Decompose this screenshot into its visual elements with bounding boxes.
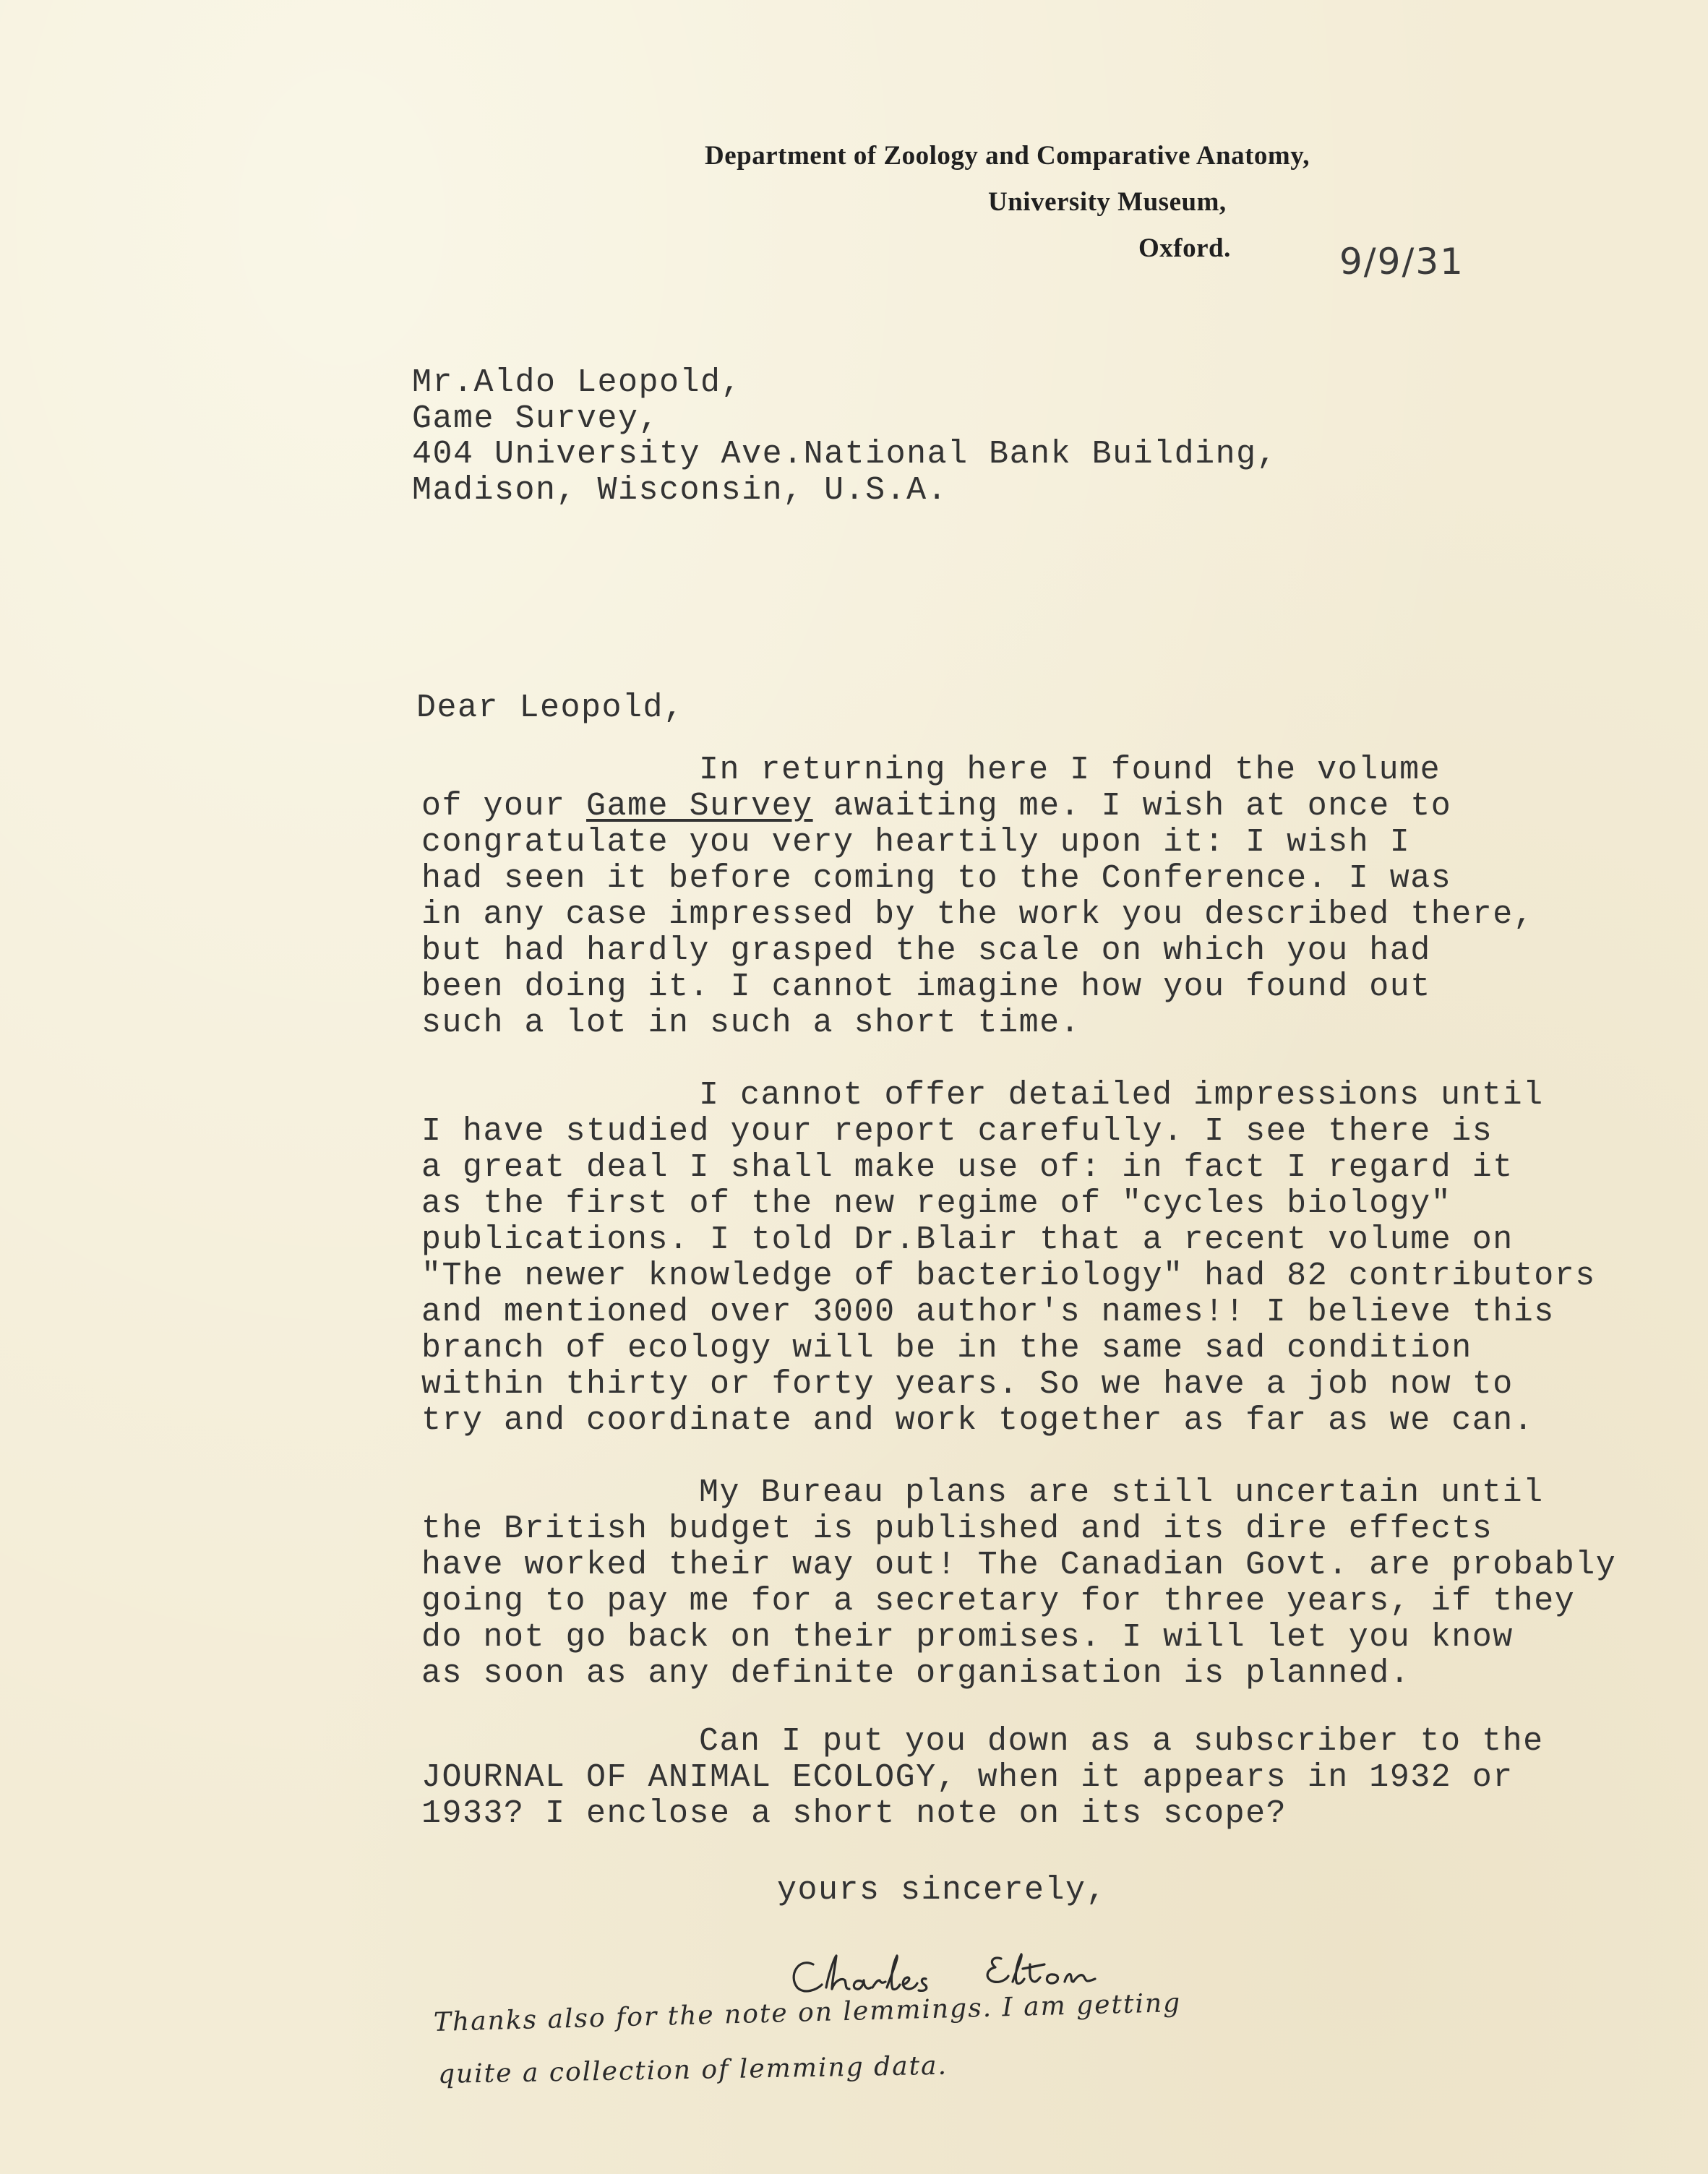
paragraph2-line: branch of ecology will be in the same sad condition [421,1330,1472,1367]
recipient-street: 404 University Ave.National Bank Building, [412,436,1278,473]
recipient-name: Mr.Aldo Leopold, [412,364,742,401]
paragraph1-line: congratulate you very heartily upon it: I wish I [421,824,1411,861]
paragraph1-text: of your [421,788,587,825]
paragraph3-line: My Bureau plans are still uncertain until [699,1474,1544,1511]
paragraph1-line: been doing it. I cannot imagine how you found out [421,968,1431,1005]
paragraph1-text: awaiting me. I wish at once to [812,788,1452,825]
paragraph3-line: going to pay me for a secretary for three years, if they [421,1583,1576,1620]
paragraph2-line: and mentioned over 3000 author's names!! I believe this [421,1294,1555,1331]
game-survey-title: Game Survey [586,788,813,825]
paragraph2-line: publications. I told Dr.Blair that a recent volume on [421,1221,1514,1258]
paragraph2-line: I cannot offer detailed impressions until [699,1077,1544,1114]
paragraph1-line: such a lot in such a short time. [421,1005,1081,1041]
paragraph2-line: "The newer knowledge of bacteriology" had 82 contributors [421,1258,1596,1294]
paragraph3-line: as soon as any definite organisation is planned. [421,1655,1411,1692]
paragraph4-line: 1933? I enclose a short note on its scope? [421,1795,1287,1832]
paragraph4-line: Can I put you down as a subscriber to the [699,1723,1544,1760]
paragraph2-line: try and coordinate and work together as far as we can. [421,1402,1535,1439]
paragraph2-line: a great deal I shall make use of: in fact I regard it [421,1149,1514,1186]
paragraph2-line: I have studied your report carefully. I see there is [421,1113,1493,1150]
paragraph3-line: have worked their way out! The Canadian Govt. are probably [421,1547,1617,1584]
paragraph1-line: in any case impressed by the work you described there, [421,896,1535,933]
letterhead-department: Department of Zoology and Comparative Anatomy, [705,141,1310,171]
paragraph2-line: as the first of the new regime of "cycles biology" [421,1185,1452,1222]
paragraph1-line [421,788,1451,825]
postscript-line: Thanks also for the note on lemmings. I am getting [433,1988,1182,2037]
closing: yours sincerely, [777,1872,1107,1909]
recipient-organization: Game Survey, [412,400,660,437]
handwritten-date: 9/9/31 [1339,241,1464,283]
paragraph2-line: within thirty or forty years. So we have a job now to [421,1366,1514,1403]
postscript-line: quite a collection of lemming data. [437,2050,948,2089]
paragraph3-line: do not go back on their promises. I will let you know [421,1619,1514,1656]
salutation: Dear Leopold, [416,689,685,726]
letterhead-museum: University Museum, [988,187,1227,217]
paragraph1-line: In returning here I found the volume [699,752,1441,789]
paragraph3-line: the British budget is published and its dire effects [421,1511,1493,1547]
paragraph1-line: had seen it before coming to the Conference. I was [421,860,1452,897]
recipient-city: Madison, Wisconsin, U.S.A. [412,472,948,509]
letterhead-city: Oxford. [1138,233,1231,263]
paragraph1-line: but had hardly grasped the scale on which you had [421,932,1431,969]
paragraph4-line: JOURNAL OF ANIMAL ECOLOGY, when it appears in 1932 or [421,1759,1514,1796]
